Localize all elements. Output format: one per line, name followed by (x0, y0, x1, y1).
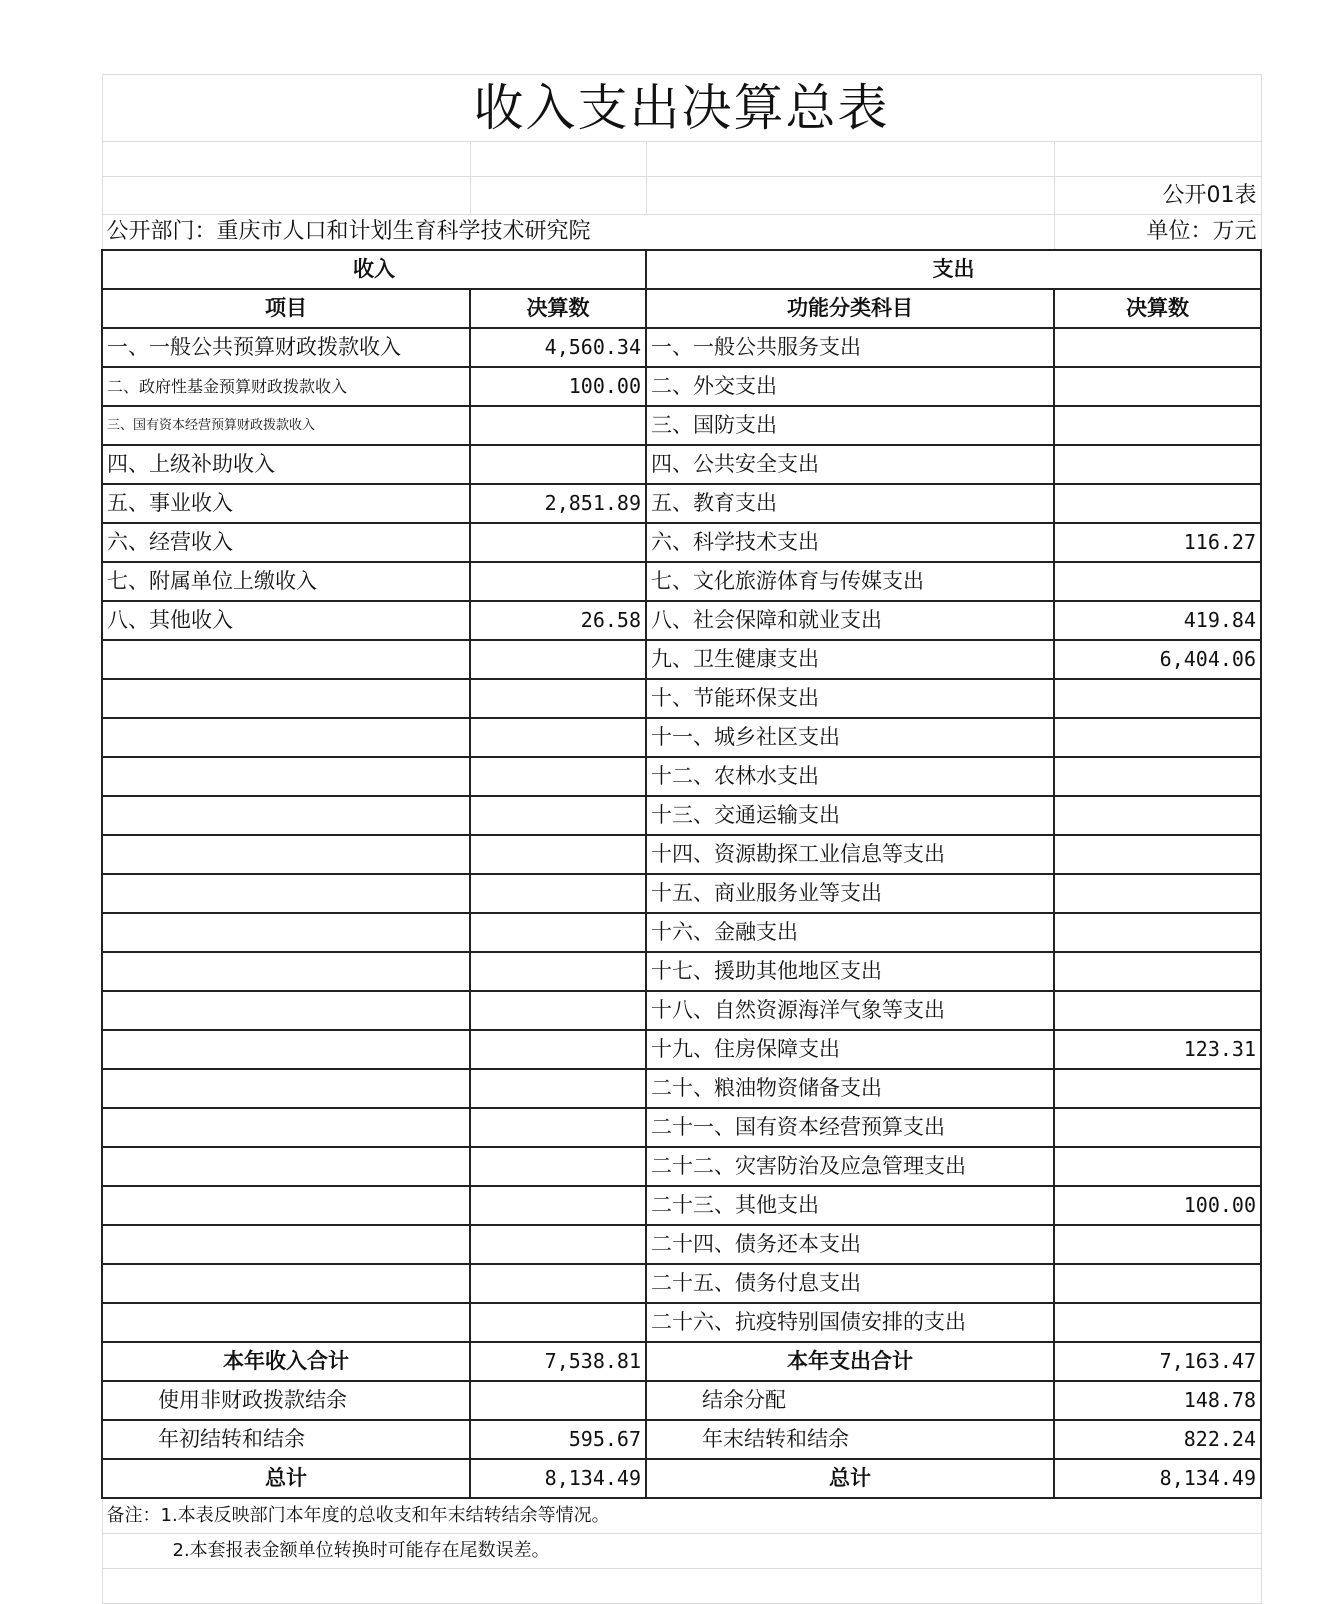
summary-expense-amount-cell: 8,134.49 (1054, 1459, 1261, 1498)
table-row (102, 445, 1261, 484)
expense-amount-cell (1054, 952, 1261, 991)
summary-expense-amount-cell: 7,163.47 (1054, 1342, 1261, 1381)
table-row (102, 913, 1261, 952)
income-amount-cell (470, 1030, 646, 1069)
expense-item-cell: 一、一般公共服务支出 (646, 328, 1054, 367)
summary-income-item-cell: 年初结转和结余 (102, 1420, 470, 1459)
income-item-cell (102, 991, 470, 1030)
income-item-cell (102, 952, 470, 991)
expense-item-cell: 十七、援助其他地区支出 (646, 952, 1054, 991)
expense-item-cell: 二十三、其他支出 (646, 1186, 1054, 1225)
income-amount-cell (470, 718, 646, 757)
summary-income-amount-cell (470, 1381, 646, 1420)
table-row (102, 640, 1261, 679)
income-item-cell: 八、其他收入 (102, 601, 470, 640)
expense-item-cell: 二十二、灾害防治及应急管理支出 (646, 1147, 1054, 1186)
income-item-cell (102, 796, 470, 835)
expense-item-cell: 八、社会保障和就业支出 (646, 601, 1054, 640)
expense-item-cell: 十九、住房保障支出 (646, 1030, 1054, 1069)
summary-income-item-cell: 总计 (102, 1459, 470, 1498)
income-item-cell: 五、事业收入 (102, 484, 470, 523)
table-row (102, 1225, 1261, 1264)
income-item-cell (102, 1303, 470, 1342)
income-item-cell (102, 1264, 470, 1303)
expense-item-cell: 十六、金融支出 (646, 913, 1054, 952)
expense-item-cell: 二十四、债务还本支出 (646, 1225, 1054, 1264)
expense-amount-cell (1054, 406, 1261, 445)
income-item-cell (102, 874, 470, 913)
income-amount-cell (470, 1108, 646, 1147)
summary-income-amount-cell: 595.67 (470, 1420, 646, 1459)
summary-expense-item-cell: 总计 (646, 1459, 1054, 1498)
expense-item-cell: 十、节能环保支出 (646, 679, 1054, 718)
expense-amount-cell (1054, 718, 1261, 757)
summary-expense-item-cell: 结余分配 (646, 1381, 1054, 1420)
expense-amount-cell (1054, 484, 1261, 523)
summary-row (102, 1459, 1261, 1498)
income-item-cell (102, 1186, 470, 1225)
income-item-cell (102, 1030, 470, 1069)
expense-item-cell: 十一、城乡社区支出 (646, 718, 1054, 757)
table-row (102, 679, 1261, 718)
report-table (101, 74, 1262, 1604)
income-amount-cell (470, 952, 646, 991)
summary-expense-amount-cell: 822.24 (1054, 1420, 1261, 1459)
table-row (102, 1030, 1261, 1069)
amount-column-header: 决算数 (470, 289, 646, 328)
summary-income-amount-cell: 7,538.81 (470, 1342, 646, 1381)
expense-amount-cell (1054, 913, 1261, 952)
income-item-cell (102, 1147, 470, 1186)
expense-amount-cell (1054, 562, 1261, 601)
expense-amount-cell (1054, 679, 1261, 718)
income-amount-cell: 4,560.34 (470, 328, 646, 367)
expense-item-cell: 四、公共安全支出 (646, 445, 1054, 484)
income-item-cell (102, 1069, 470, 1108)
item-column-header: 项目 (102, 289, 470, 328)
table-row (102, 874, 1261, 913)
expense-item-cell: 十三、交通运输支出 (646, 796, 1054, 835)
table-row (102, 328, 1261, 367)
page-title: 收入支出决算总表 (102, 75, 1261, 142)
income-amount-cell (470, 991, 646, 1030)
department-label: 公开部门：重庆市人口和计划生育科学技术研究院 (102, 215, 1054, 251)
expense-item-cell: 十八、自然资源海洋气象等支出 (646, 991, 1054, 1030)
expense-amount-cell (1054, 445, 1261, 484)
table-row (102, 991, 1261, 1030)
expense-item-cell: 二、外交支出 (646, 367, 1054, 406)
table-row (102, 1186, 1261, 1225)
summary-expense-amount-cell: 148.78 (1054, 1381, 1261, 1420)
expense-amount-cell (1054, 796, 1261, 835)
table-row (102, 562, 1261, 601)
expense-item-cell: 二十六、抗疫特别国债安排的支出 (646, 1303, 1054, 1342)
summary-income-amount-cell: 8,134.49 (470, 1459, 646, 1498)
income-amount-cell (470, 445, 646, 484)
expense-amount-cell (1054, 1147, 1261, 1186)
expense-amount-cell: 419.84 (1054, 601, 1261, 640)
income-amount-cell (470, 523, 646, 562)
income-amount-cell (470, 679, 646, 718)
expense-item-cell: 六、科学技术支出 (646, 523, 1054, 562)
expense-amount-cell: 123.31 (1054, 1030, 1261, 1069)
expense-amount-cell (1054, 1108, 1261, 1147)
income-item-cell (102, 913, 470, 952)
income-amount-cell (470, 1186, 646, 1225)
income-item-cell: 七、附属单位上缴收入 (102, 562, 470, 601)
expense-amount-cell (1054, 1069, 1261, 1108)
income-item-cell (102, 640, 470, 679)
income-amount-cell (470, 640, 646, 679)
income-amount-cell (470, 796, 646, 835)
table-row (102, 601, 1261, 640)
expense-amount-cell (1054, 874, 1261, 913)
summary-income-item-cell: 使用非财政拨款结余 (102, 1381, 470, 1420)
table-row (102, 757, 1261, 796)
income-amount-cell (470, 1147, 646, 1186)
income-item-cell (102, 1225, 470, 1264)
income-amount-cell: 100.00 (470, 367, 646, 406)
unit-label: 单位：万元 (1054, 215, 1261, 251)
summary-row (102, 1420, 1261, 1459)
income-amount-cell (470, 1069, 646, 1108)
expense-item-cell: 十四、资源勘探工业信息等支出 (646, 835, 1054, 874)
table-row (102, 718, 1261, 757)
expense-item-cell: 十五、商业服务业等支出 (646, 874, 1054, 913)
income-amount-cell (470, 562, 646, 601)
table-row (102, 1108, 1261, 1147)
income-amount-cell (470, 874, 646, 913)
expense-amount-cell (1054, 757, 1261, 796)
expense-amount-cell: 100.00 (1054, 1186, 1261, 1225)
income-amount-cell: 2,851.89 (470, 484, 646, 523)
income-amount-cell (470, 757, 646, 796)
income-item-cell: 一、一般公共预算财政拨款收入 (102, 328, 470, 367)
expense-item-cell: 三、国防支出 (646, 406, 1054, 445)
expense-amount-cell (1054, 835, 1261, 874)
table-row (102, 1264, 1261, 1303)
income-item-cell (102, 1108, 470, 1147)
summary-row (102, 1381, 1261, 1420)
expense-amount-cell (1054, 328, 1261, 367)
note-line: 2.本套报表金额单位转换时可能存在尾数误差。 (102, 1534, 1261, 1569)
summary-expense-item-cell: 年末结转和结余 (646, 1420, 1054, 1459)
income-item-cell: 四、上级补助收入 (102, 445, 470, 484)
income-item-cell: 三、国有资本经营预算财政拨款收入 (102, 406, 470, 445)
income-amount-cell (470, 1264, 646, 1303)
report-sheet (101, 74, 1260, 1604)
table-row (102, 523, 1261, 562)
table-row (102, 835, 1261, 874)
income-amount-cell (470, 406, 646, 445)
income-item-cell (102, 835, 470, 874)
expense-item-cell: 九、卫生健康支出 (646, 640, 1054, 679)
expense-item-cell: 二十一、国有资本经营预算支出 (646, 1108, 1054, 1147)
income-item-cell (102, 718, 470, 757)
income-amount-cell (470, 913, 646, 952)
table-row (102, 367, 1261, 406)
income-amount-cell (470, 835, 646, 874)
expense-amount-cell (1054, 367, 1261, 406)
summary-expense-item-cell: 本年支出合计 (646, 1342, 1054, 1381)
income-item-cell: 六、经营收入 (102, 523, 470, 562)
expense-item-cell: 十二、农林水支出 (646, 757, 1054, 796)
expense-item-cell: 七、文化旅游体育与传媒支出 (646, 562, 1054, 601)
income-header: 收入 (102, 250, 646, 289)
expense-amount-cell (1054, 1303, 1261, 1342)
income-item-cell: 二、政府性基金预算财政拨款收入 (102, 367, 470, 406)
table-row (102, 1069, 1261, 1108)
expense-amount-cell: 116.27 (1054, 523, 1261, 562)
expense-amount-cell: 6,404.06 (1054, 640, 1261, 679)
expense-item-cell: 二十、粮油物资储备支出 (646, 1069, 1054, 1108)
table-row (102, 484, 1261, 523)
table-row (102, 952, 1261, 991)
expense-amount-cell (1054, 1264, 1261, 1303)
summary-row (102, 1342, 1261, 1381)
expense-item-cell: 二十五、债务付息支出 (646, 1264, 1054, 1303)
table-row (102, 796, 1261, 835)
income-item-cell (102, 757, 470, 796)
summary-income-item-cell: 本年收入合计 (102, 1342, 470, 1381)
note-line: 备注：1.本表反映部门本年度的总收支和年末结转结余等情况。 (102, 1498, 1261, 1534)
function-category-column-header: 功能分类科目 (646, 289, 1054, 328)
table-row (102, 1147, 1261, 1186)
expense-amount-cell (1054, 991, 1261, 1030)
expense-item-cell: 五、教育支出 (646, 484, 1054, 523)
income-item-cell (102, 679, 470, 718)
form-number: 公开01表 (1054, 177, 1261, 215)
expense-amount-cell (1054, 1225, 1261, 1264)
income-amount-cell (470, 1303, 646, 1342)
table-row (102, 1303, 1261, 1342)
expense-header: 支出 (646, 250, 1261, 289)
amount-column-header-2: 决算数 (1054, 289, 1261, 328)
income-amount-cell: 26.58 (470, 601, 646, 640)
income-amount-cell (470, 1225, 646, 1264)
table-row (102, 406, 1261, 445)
